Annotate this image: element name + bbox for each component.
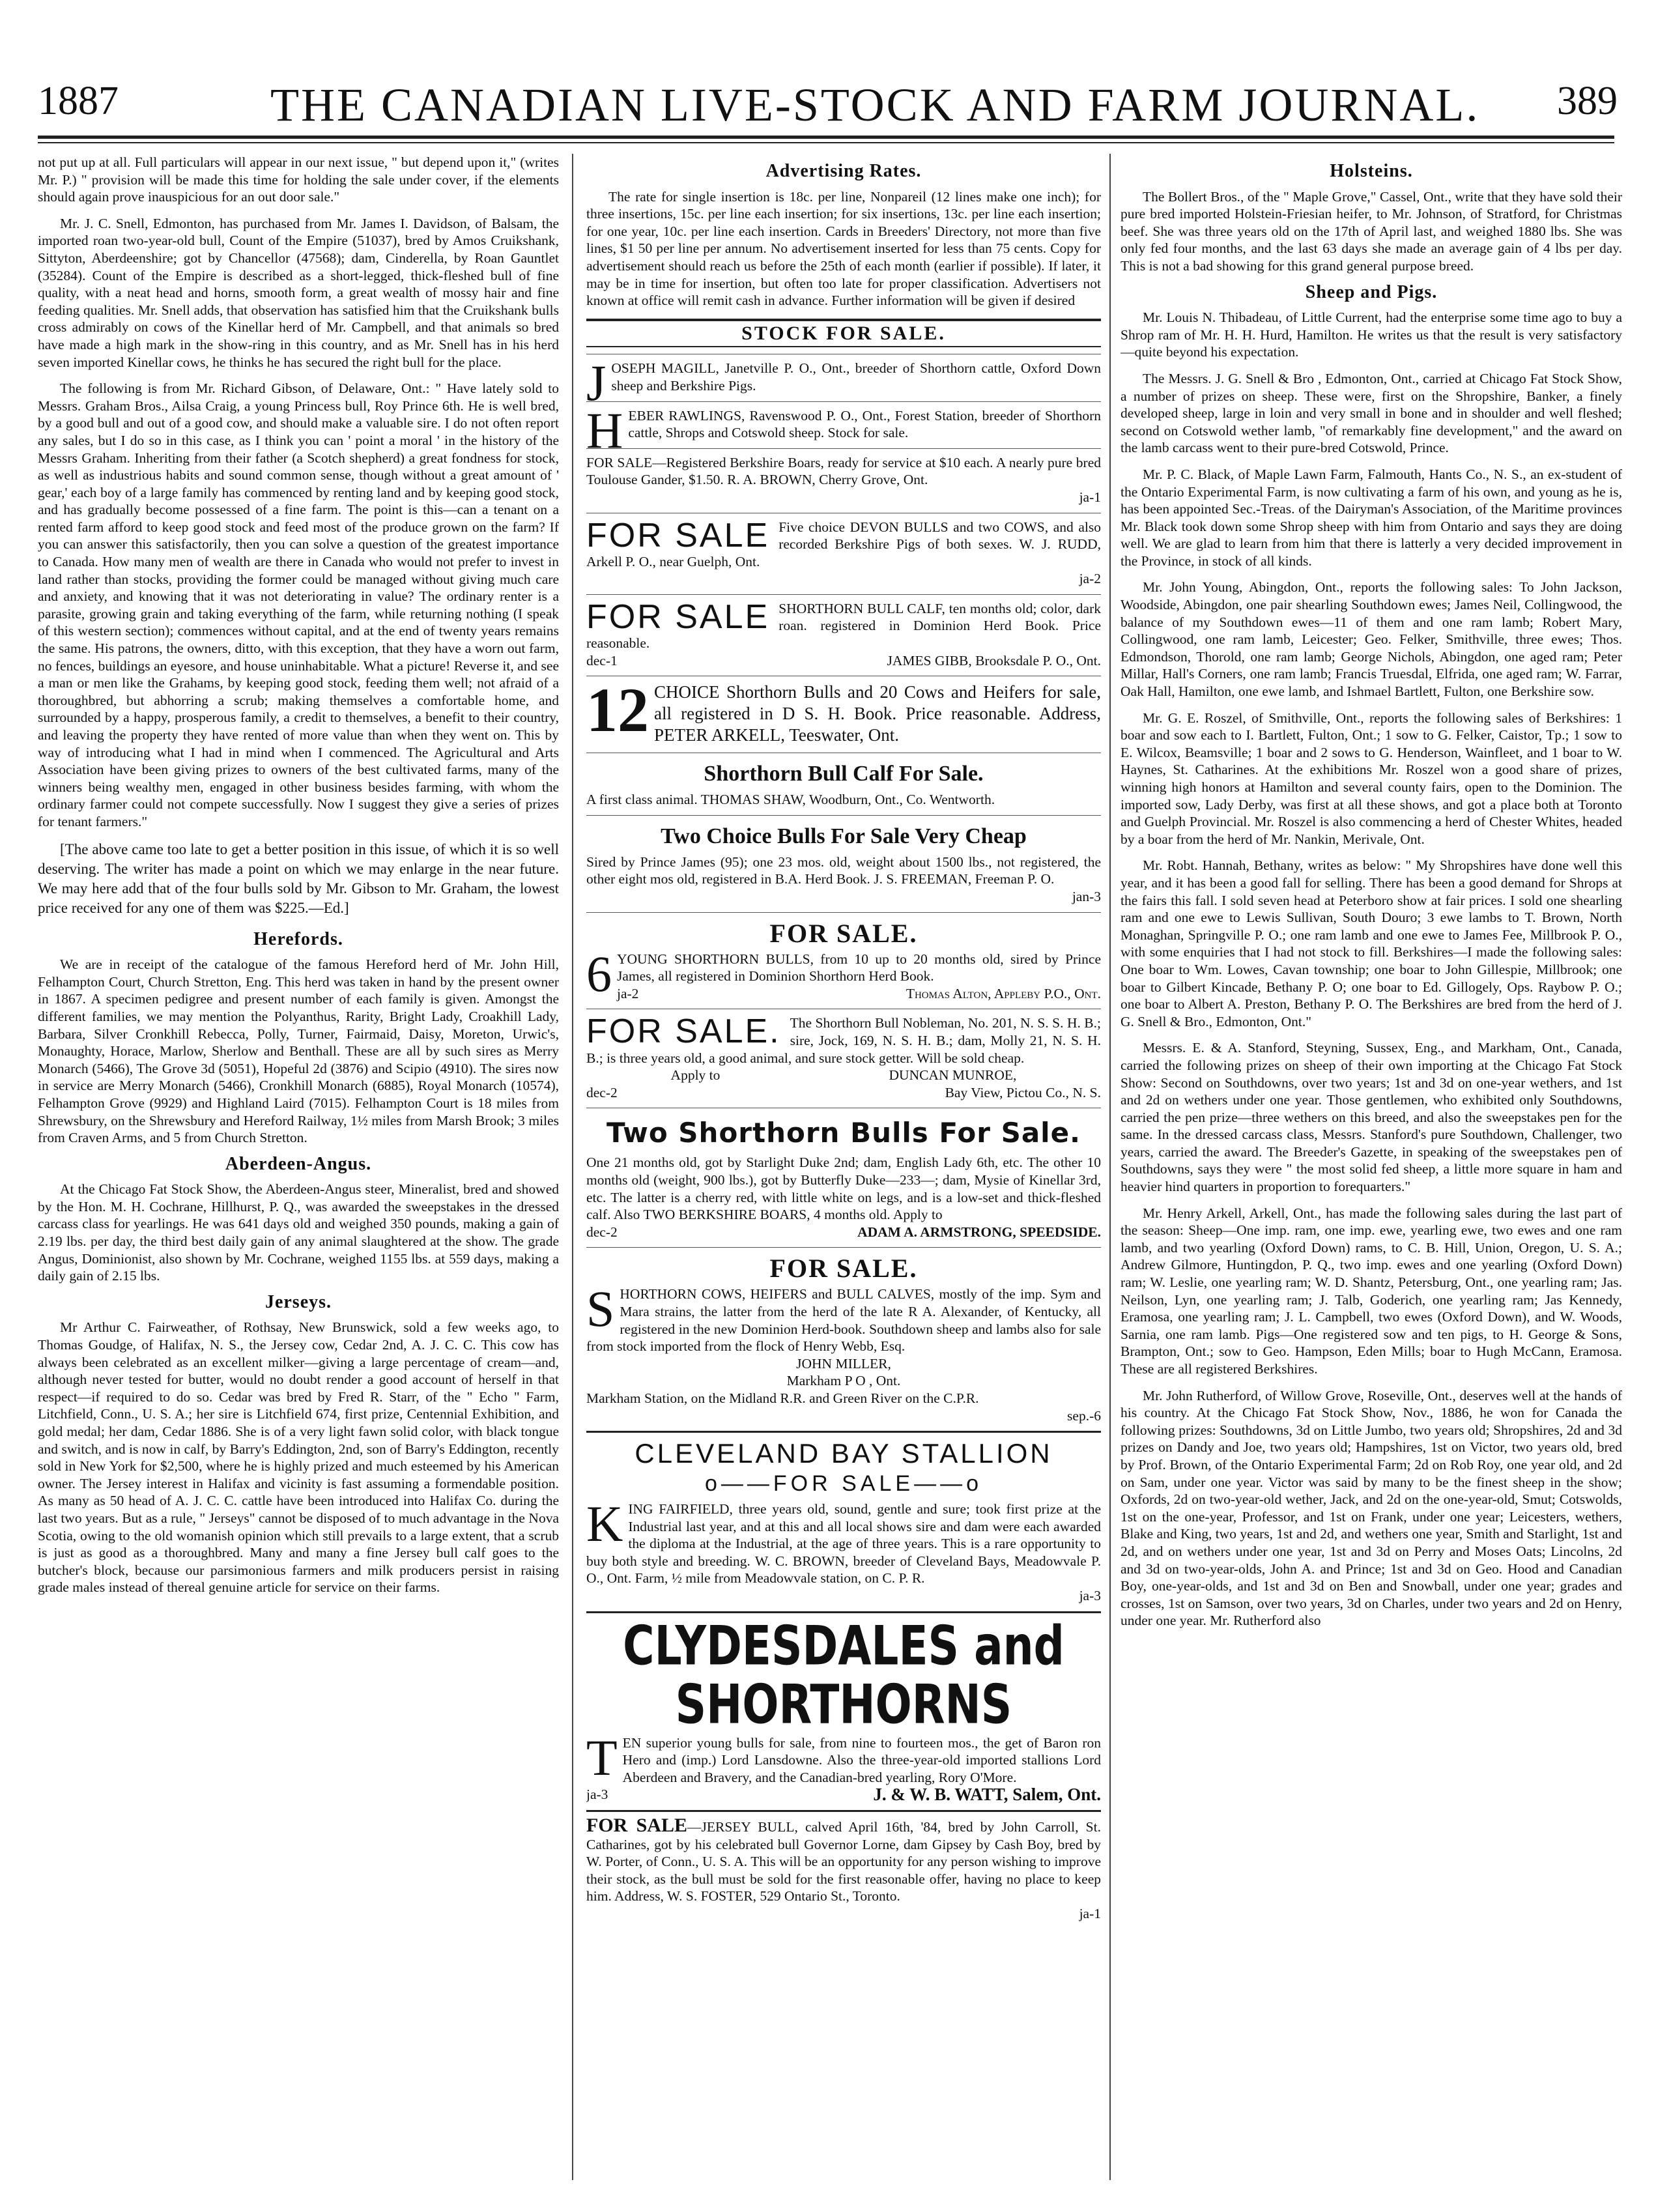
- ad-armstrong-text: One 21 months old, got by Starlight Duke 2nd; dam, English Lady 6th, etc. The other 10 months old (weight, 900 lbs.), got by Butterfly Duke—233—; dam, Mysie of Kinellar 3rd, etc. The latter is a cherry red, with little white on legs, and is a low-set and thick-fleshed calf. Also TWO BERKSHIRE BOARS, 4 months old. Apply to: [586, 1155, 1101, 1223]
- editor-note: [The above came too late to get a better position in this issue, of which it is so well deserving. The writer has made a point on which we may enlarge in the near future. We may here add that of the four bulls sold by Mr. Gibson to Mr. Graham, the lowest price received for any one of them was $225.—Ed.]: [38, 840, 559, 916]
- ad-number: 6: [586, 945, 612, 1002]
- ad-miller-po: Markham P O , Ont.: [786, 1373, 901, 1389]
- ad-cleveland-code: ja-3: [1079, 1588, 1101, 1604]
- page-number: 389: [1557, 79, 1618, 123]
- ad-munroe-name: DUNCAN MUNROE,: [889, 1067, 1017, 1084]
- ad-brown-code: ja-1: [1079, 489, 1101, 505]
- ad-dropcap: J: [586, 354, 607, 412]
- ad-rudd-text: Five choice DEVON BULLS and two COWS, and also recorded Berkshire Pigs of both sexes. W. J. RUDD, Arkell P. O., near Guelph, Ont.: [586, 519, 1101, 569]
- section-heading-jerseys: Jerseys.: [264, 1291, 332, 1312]
- masthead-rule-thick: [38, 136, 1614, 139]
- section-heading-angus: Aberdeen-Angus.: [225, 1153, 372, 1174]
- ad-cleveland-subheading: o——FOR SALE——o: [705, 1471, 982, 1497]
- ad-watt: [586, 1611, 1101, 1810]
- ad-armstrong: [586, 1108, 1101, 1247]
- ad-brown-text: FOR SALE—Registered Berkshire Boars, ready for service at $10 each. A nearly pure bred Toulouse Gander, $1.50. R. A. BROWN, Cherry Grove, Ont.: [586, 454, 1101, 488]
- column-right: [1121, 154, 1622, 2187]
- article-young: Mr. John Young, Abingdon, Ont., reports the following sales: To John Jackson, Woodside, Abingdon, one pair shearling Southdown ewes; James Neil, Collingwood, the balance of my Southdown ewes—11 of them and one ram lamb; Robert Mary, Collingwood, one ram lamb, Leicester; Geo. Felker, Smithville, three ewes; Thos. Edmondson, Thorold, one ram lamb; George Nichols, Abingdon, one aged ram; Peter Millar, Hall's Corners, one ram lamb; Francis Truesdal, Elfrida, one aged ram; W. Farrar, Oak Hall, Hamilton, one ewe lamb, and Ishmael Bartlett, Fulton, one Berkshire sow.: [1121, 579, 1622, 700]
- ad-rawlings-text: EBER RAWLINGS, Ravenswood P. O., Ont., Forest Station, breeder of Shorthorn cattle, Shrops and Cotswold sheep. Stock for sale.: [628, 407, 1101, 441]
- article-hannah: Mr. Robt. Hannah, Bethany, writes as below: " My Shropshires have done well this year, and it has been a good fall for selling. There has been a good demand for Shrops at the fairs this fall. I sold seven head at Peterboro show at fair prices. I sold one shearling ram and one ewe to Lewis Sullivan, South Douro; 3 ewe lambs to T. Brown, North Monaghan, Springville P. O.; one ram lamb and one ewe to James Fee, Millbrook P. O., with some enquiries that I had not stock to fill. Berkshires—I made the following sales: One boar to Wm. Lowes, Cavan township; one boar to John Gillespie, Millbrook; one boar to Gilbert Kincade, Bethany P. O; one boar to Ed. Gillogely, Ops. Raybow P. O.; one boar to Albert A. Preston, Bethany P. O. The Berkshires are bred from the herd of J. G. Snell & Bro., Edmonton, Ont.": [1121, 857, 1622, 1029]
- ad-alton-text: YOUNG SHORTHORN BULLS, from 10 up to 20 months old, sired by Prince James, all registered in Dominion Shorthorn Herd Book.: [617, 951, 1101, 984]
- article-gibson: The following is from Mr. Richard Gibson, of Delaware, Ont.: " Have lately sold to Messrs. Graham Bros., Ailsa Craig, a young Princess bull, Roy Prince 6th. He is well bred, by a good bull and out of a good cow, and should make a valuable sire. I do not often report any sales, but I do so in this case, as I think you can ' point a moral ' in the history of the Messrs Graham. Inheriting from their father (a Scotch shepherd) a great fondness for stock, as well as industrious habits and sound common sense, though without a great amount of ' gear,' each boy of a large family has commenced by renting land and by keeping good stock, and has gradually become possessed of a fine farm. The point is this—can a tenant on a rented farm afford to keep good stock and feed most of the produce grown on the farm? If you can answer this satisfactorily, then you can solve a question of the greatest importance to Canada. How many men of wealth are there in Canada who would not prefer to invest in land rather than stocks, providing the former could be managed without giving much care and anxiety, and knowing that it was not deteriorating in value? The ordinary renter is a parasite, growing grain and taking everything of the farm, while returning nothing (I speak of this western section); commences without capital, and at the end of twenty years remains the same. His patrons, the owners, ditto, with this exception, that they have a worn out farm, no fences, buildings an eyesore, and house uninhabitable. What a picture! Reverse it, and see a man or men like the Grahams, by keeping good stock, feeding them well; not afraid of a thoroughbred, but abhorring a scrub; making themselves a comfortable home, and surrounded by a happy, prosperous family, a credit to themselves, a benefit to their country, and leaving the property they have rented of more value than when they went on. This by way of introducing what I had in mind when I commenced. The Agricultural and Arts Association have been giving prizes to owners of the best cultivated farms, many of the winners being wealthy men, engaged in other business besides farming, with whom the ordinary farmer could not compete successfully. Now I suggest they give a series of prizes for tenant farmers.": [38, 381, 559, 829]
- ad-magill: [586, 354, 1101, 412]
- column-middle: [586, 154, 1101, 2187]
- article-snell: Mr. J. C. Snell, Edmonton, has purchased from Mr. James I. Davidson, of Balsam, the imported roan two-year-old bull, Count of the Empire (51037), bred by Amos Cruikshank, Sittyton, Aberdeenshire; got by Chancellor (47568); dam, Cinderella, by Roan Gauntlet (35284). Count of the Empire is described as a short-legged, thick-fleshed bull of fine quality, with a neat head and horns, smooth form, a great wealth of mossy hair and fine feeding qualities. Mr. Snell adds, that observation has satisfied him that the Cruikshank bulls cross admirably on cows of the Kinellar herd of Mr. Campbell, and that animals so bred have made a high mark in the show-ring in this country, and as Mr. Snell has in his herd seven imported Kinellar cows, he thinks he has secured the right bull for the place.: [38, 215, 559, 370]
- column-left: [38, 154, 559, 2187]
- ad-cleveland-heading: CLEVELAND BAY STALLION: [635, 1438, 1053, 1469]
- ad-miller-heading: FOR SALE.: [769, 1254, 918, 1284]
- ad-munroe-address: Bay View, Pictou Co., N. S.: [945, 1084, 1101, 1100]
- ad-gibb: [586, 594, 1101, 676]
- section-heading-herefords: Herefords.: [253, 928, 343, 949]
- ad-watt-code: ja-3: [586, 1787, 608, 1803]
- article-holsteins: The Bollert Bros., of the " Maple Grove," Cassel, Ont., write that they have sold their pure bred imported Holstein-Friesian heifer, to Mr. Johnson, of Stratford, for Christmas beef. She was three years old on the 17th of April last, and weighed 1880 lbs. She was only fed four months, and the last 63 days she made an average gain of 4 lbs per day. This is not a bad showing for this grand general purpose breed.: [1121, 188, 1622, 274]
- ad-forsale-word: FOR SALE: [586, 597, 770, 636]
- ad-alton-signature: Thomas Alton, Appleby P.O., Ont.: [906, 985, 1101, 1001]
- section-heading-holsteins: Holsteins.: [1330, 161, 1413, 181]
- ad-miller-code: sep.-6: [1067, 1407, 1101, 1424]
- column-divider: [1109, 154, 1111, 2180]
- ad-freeman-text: Sired by Prince James (95); one 23 mos. old, weight about 1500 lbs., not registered, the other eight mos old, registered in B.A. Herd Book. J. S. FREEMAN, Freeman P. O.: [586, 854, 1101, 887]
- column-divider: [572, 154, 573, 2180]
- ad-arkell: [586, 676, 1101, 753]
- ad-munroe-big-heading: FOR SALE.: [586, 1013, 781, 1051]
- ad-shaw-text: A first class animal. THOMAS SHAW, Woodburn, Ont., Co. Wentworth.: [586, 792, 995, 808]
- article-stanford: Messrs. E. & A. Stanford, Steyning, Sussex, Eng., and Markham, Ont., Canada, carried the following prizes on sheep of their own importing at the Chicago Fat Stock Show: Second on Southdowns, over two years; 1st and 3d on one-year wethers, and 1st and 2d on wethers under one year. Those gentlemen, who exhibited only Southdowns, carried the pen prize—three wethers on this breed, and also the sweepstakes pen for the same. In the dressed carcass class, Messrs. Stanford's pure Southdown, Challenger, two years, carried the award. The Breeder's Gazette, in speaking of the sweepstakes pen of Southdowns, says they were " the most solid fed sheep, a little more square in ham and heavier hind quarters in proportion to forequarters.": [1121, 1040, 1622, 1195]
- ad-foster-heading: FOR SALE: [586, 1815, 687, 1837]
- article-jerseys: Mr Arthur C. Fairweather, of Rothsay, New Brunswick, sold a few weeks ago, to Thomas Goudge, of Halifax, N. S., the Jersey cow, Cedar 2nd, A. J. C. C. This cow has always been celebrated as an excellent milker—giving a large percentage of cream—and, although never tested for butter, would no doubt render a good account of herself in that respect—if required to do so. Cedar was bred by Fred R. Starr, of the " Echo " Farm, Litchfield, Conn., U. S. A.; her sire is Litchfield 674, first prize, Centennial Exhibition, and gold medal; her dam, Cedar 1886. She is of a very light fawn solid color, with black tongue and switch, and is now in calf, by Barry's Eddington, 2nd, son of Barry's Eddington, recently sold in New York for $2,500, where he is highly prized and much esteemed by his American owner. The Jersey interest in Halifax and vicinity is fast assuming a formendable position. As many as 50 head of A. J. C. C. cattle have been introduced into Halifax Co. during the last two years. But as a rule, " Jerseys" cannot be disposed of to much advantage in the Nova Scotia, owing to the old womanish opinion which still prevails to a large extent, that a scrub is just as good as a thoroughbred. Many and many a fine Jersey bull calf goes to the butcher's block, because our parsimonious farmers and milk producers persist in raising grade males instead of thereal genuine article for service on their farms.: [38, 1319, 559, 1596]
- masthead-rule-thin: [38, 142, 1614, 143]
- ad-dropcap: H: [586, 401, 623, 459]
- article-herefords: We are in receipt of the catalogue of the famous Hereford herd of Mr. John Hill, Felhampton Court, Church Stretton, Eng. This herd was taken in hand by the present owner in 1867. A specimen pedigree and present number of each family is given. Amongst the different families, we may mention the Polyanthus, Rarity, Bright Lady, Croakhill Lady, Barbara, Silver Cronkhill Rebecca, Polly, Turner, Fairmaid, Daisy, Moreton, Urwic's, Monaughty, Horace, Marlow, Sherlow and Benthall. These are all by such sires as Merry Monarch (5466), The Grove 3d (5051), Hopeful 2d (3876) and Scipio (4910). The sires now in service are Merry Monarch (5466), Cronkhill Monarch (6885), Royal Monarch (10574), Felhampton Grove (9929) and Highland Laird (7015). Felhampton Court is 18 miles from Shrewsbury, on the Shrewsbury and Hereford Railway, 1½ miles from Marsh Brook; 3 miles from Craven Arms, and 5 from Church Stretton.: [38, 956, 559, 1146]
- ad-foster: [586, 1810, 1101, 1929]
- article-continuation: not put up at all. Full particulars will appear in our next issue, " but depend upon it," (writes Mr. P.) " provision will be made this time for holding the sale under cover, if the elements should again prove inauspicious for an out door sale.": [38, 154, 559, 205]
- ad-number: 12: [586, 675, 649, 745]
- article-angus: At the Chicago Fat Stock Show, the Aberdeen-Angus steer, Mineralist, bred and showed by the Hon. M. H. Cochrane, Hillhurst, P. Q., was awarded the sweepstakes in the dressed carcass class for yearlings. He was 641 days old and weighed 350 pounds, making a gain of 2.19 lbs. per day, the third best daily gain of any animal slaughtered at the show. The grade Angus, Dominionist, also shown by Mr. Cochrane, weighed 1155 lbs. at 559 days, making a daily gain of 2.15 lbs.: [38, 1181, 559, 1284]
- article-rutherford: Mr. John Rutherford, of Willow Grove, Roseville, Ont., deserves well at the hands of his country. At the Chicago Fat Stock Show, Nov., 1886, he won for Canada the following prizes: Southdowns, 3d on Little Jumbo, two years old; Shropshires, 2d and 3d prizes on Dandy and Joe, two years old; Hampshires, 1st on Victor, two years old, bred by Prof. Brown, of the Ontario Experimental Farm; 2d on Rob Roy, one year old, and 2d on Sam, under one year. Victor was said by many to be the finest sheep in the show; Oxfords, 2d on two-year-old wether, Jack, and 2d on the one-year-old, Smut; Cotswolds, 1st on the one-year, Professor, and 1st on Frank, under one year; Leicesters, wethers, Blake and King, two years, 1st and 2d, and wethers one year, Smith and Starlight, 1st and 2d, and on wethers under one year, 1st and 3d on Perry and Moses Oats; Lincolns, 2d and 3d on two-year-olds, John A. and Prince; 1st and 3d on Geo. Hood and Canadian Boy, one-year-olds, and 1st and 3d on Ben and Snowball, under one year; grades and crosses, 1st on Samson, over two years, 3d on Charles, under two years and 2d on Henry, under one year. Mr. Rutherford also: [1121, 1387, 1622, 1629]
- ad-watt-signature: J. & W. B. WATT, Salem, Ont.: [873, 1785, 1101, 1805]
- ad-shaw-heading: Shorthorn Bull Calf For Sale.: [704, 762, 984, 786]
- masthead-year: 1887: [38, 79, 119, 123]
- section-heading-advertising-rates: Advertising Rates.: [765, 161, 922, 181]
- ad-freeman: [586, 815, 1101, 912]
- ad-rudd: [586, 513, 1101, 594]
- ad-cleveland: [586, 1431, 1101, 1611]
- ad-armstrong-heading: Two Shorthorn Bulls For Sale.: [606, 1117, 1081, 1149]
- advertising-rates-text: The rate for single insertion is 18c. per line, Nonpareil (12 lines make one inch); for three insertions, 15c. per line each insertion; for six insertions, 13c. per line each insertion; for one year, 10c. per line each insertion. Cards in Breeders' Directory, not more than five lines, $1 50 per line per annum. No advertisement inserted for less than 75 cents. Copy for advertisement should reach us before the 25th of each month (earlier if possible). If later, it may be in time for insertion, but often too late for proper classification. Advertisers not known at office will remit cash in advance. Further information will be given if desired: [586, 188, 1101, 309]
- ad-munroe-text: The Shorthorn Bull Nobleman, No. 201, N. S. S. H. B.; sire, Jock, 169, N. S. H. B.; dam, Molly 21, N. S. H. B.; is three years old, a good animal, and sure stock getter. Will be sold cheap.: [586, 1015, 1101, 1066]
- article-black: Mr. P. C. Black, of Maple Lawn Farm, Falmouth, Hants Co., N. S., an ex-student of the Ontario Experimental Farm, is now cultivating a farm of his own, and young as he is, has been appointed Sec.-Treas. of the Dairyman's Association, of the Maritime provinces Mr. Black took down some Shrop sheep with him from Ontario and says they are doing well. We are glad to learn from him that there is latterly a very decided improvement in the Province, in stock of all kinds.: [1121, 466, 1622, 569]
- ad-foster-code: ja-1: [1079, 1906, 1101, 1921]
- stock-for-sale-banner: STOCK FOR SALE.: [586, 319, 1101, 348]
- ad-watt-text: EN superior young bulls for sale, from nine to fourteen mos., the get of Baron ron Hero and (imp.) Lord Lansdowne. Also the three-year-old imported stallions Lord Aberdeen and Bravery, and the Canadian-bred yearling, Rory O'More.: [622, 1734, 1101, 1785]
- ad-dropcap: K: [586, 1495, 623, 1553]
- ad-rudd-code: ja-2: [1079, 571, 1101, 587]
- ad-alton-code: ja-2: [617, 985, 639, 1001]
- ad-armstrong-code: dec-2: [586, 1224, 618, 1240]
- ad-arkell-text: CHOICE Shorthorn Bulls and 20 Cows and Heifers for sale, all registered in D S. H. Book. Price reasonable. Address, PETER ARKELL, Teeswater, Ont.: [654, 682, 1101, 745]
- masthead-title: THE CANADIAN LIVE-STOCK AND FARM JOURNAL.: [270, 79, 1480, 131]
- ad-munroe-code: dec-2: [586, 1084, 618, 1100]
- ad-magill-text: OSEPH MAGILL, Janetville P. O., Ont., breeder of Shorthorn cattle, Oxford Down sheep and Berkshire Pigs.: [611, 360, 1101, 394]
- section-heading-sheep-and-pigs: Sheep and Pigs.: [1305, 281, 1438, 302]
- ad-cleveland-text: ING FAIRFIELD, three years old, sound, gentle and sure; took first prize at the Industrial last year, and at this and all local shows sire and dam were each awarded the diploma at the Industrial, at the age of three years. This is a rare opportunity to buy both style and breeding. W. C. BROWN, breeder of Cleveland Bays, Meadowvale P. O., Ont. Farm, ½ mile from Meadowvale station, on C. P. R.: [586, 1501, 1101, 1587]
- ad-brown: [586, 448, 1101, 513]
- ad-foster-text: —JERSEY BULL, calved April 16th, '84, bred by John Carroll, St. Catharines, got by his celebrated bull Governor Lorne, dam Gipsey by Cash Boy, bred by W. Porter, of Conn., U. S. A. This will be an opportunity for any person wishing to improve their stock, as the bull must be sold for the first reasonable offer, having no place to keep him. Address, W. S. FOSTER, 529 Ontario St., Toronto.: [586, 1819, 1101, 1904]
- ad-alton: [586, 912, 1101, 1009]
- ad-freeman-heading: Two Choice Bulls For Sale Very Cheap: [661, 824, 1027, 848]
- ad-gibb-text: SHORTHORN BULL CALF, ten months old; color, dark roan. registered in Dominion Herd Book. Price reasonable.: [586, 600, 1101, 652]
- ad-rawlings: [586, 401, 1101, 459]
- ad-dropcap: S: [586, 1280, 615, 1338]
- ad-miller: [586, 1247, 1101, 1431]
- ad-miller-name: JOHN MILLER,: [796, 1355, 891, 1372]
- ad-armstrong-signature: ADAM A. ARMSTRONG, SPEEDSIDE.: [857, 1224, 1101, 1240]
- ad-miller-text: HORTHORN COWS, HEIFERS and BULL CALVES, mostly of the imp. Sym and Mara strains, the latter from the herd of the late R A. Alexander, of Kentucky, all registered in the new Dominion Herd-book. Southdown sheep and lambs also for sale from stock imported from the flock of Henry Webb, Esq.: [586, 1286, 1101, 1355]
- ad-gibb-code: dec-1: [586, 652, 618, 668]
- ad-dropcap: T: [586, 1729, 618, 1786]
- masthead: [0, 0, 1656, 147]
- ad-freeman-code: jan-3: [1072, 889, 1101, 905]
- article-snell-bro: The Messrs. J. G. Snell & Bro , Edmonton, Ont., carried at Chicago Fat Stock Show, a number of prizes on sheep. These were, first on the Shropshire, Banker, a finely developed sheep, large in loin and very small in bone and in shoulder and well fleshed; second on Cotswold wether lamb, "of remarkably fine development," and the award on the lamb carcass went to their pure-bred Cotswold, Prince.: [1121, 370, 1622, 456]
- article-thibadeau: Mr. Louis N. Thibadeau, of Little Current, had the enterprise some time ago to buy a Shrop ram of Mr. H. H. Hurd, Hamilton. He writes us that the result is very satisfactory —quite beyond his expectation.: [1121, 309, 1622, 360]
- ad-alton-heading: FOR SALE.: [769, 918, 918, 948]
- ad-watt-heading: CLYDESDALES and SHORTHORNS: [623, 1614, 1064, 1736]
- ad-miller-station: Markham Station, on the Midland R.R. and Green River on the C.P.R.: [586, 1390, 979, 1406]
- ad-forsale-word: FOR SALE: [586, 516, 770, 554]
- article-roszel: Mr. G. E. Roszel, of Smithville, Ont., reports the following sales of Berkshires: 1 boar and sow each to I. Bartlett, Fulton, Ont.; 1 sow to G. Felker, Caistor, Tp.; 1 sow to E. Wilcox, Beamsville; 1 boar and 2 sows to G. Henderson, Wainfleet, and 1 boar to W. Haynes, St. Catharines. At the exhibitions Mr. Roszel won a good share of prizes, winning high honors at Hamilton and several county fairs, open to the Dominion. The imported sow, Lady Derby, was first at all these shows, and got a place both at Toronto and Guelph Provincial. Mr. Roszel is also commencing a herd of Chester Whites, headed by a boar from the herd of Mr. Nankin, Merivale, Ont.: [1121, 710, 1622, 847]
- article-arkell: Mr. Henry Arkell, Arkell, Ont., has made the following sales during the last part of the season: Sheep—One imp. ram, one imp. ewe, yearling ewe, two ewes and one ram lamb, and two yearling (Oxford Down) rams, to C. B. Hill, Union, Oregon, U. S. A.; Andrew Gilmore, Huntingdon, P. Q., two imp. ewes and one yearling (Oxford Down) ram; W. Leslie, one yearling ram; W. D. Shantz, Petersburg, Ont., one yearling ram; Jas. Neilson, Lyn, one yearling ram; J. Talb, Goderich, one yearling ram; Jas Kennedy, Eramosa, one yearling ram; J. L. Campbell, two ewes (Oxford Down), and W. Woods, Sarnia, one ram lamb. Pigs—One registered sow and ten pigs, to H. George & Sons, Brampton, Ont.; sow to Geo. Hampson, Eden Mills; boar to Hugh McCann, Eramosa. These are all registered Berkshires.: [1121, 1205, 1622, 1377]
- ad-shaw: [586, 753, 1101, 815]
- ad-gibb-signature: JAMES GIBB, Brooksdale P. O., Ont.: [887, 652, 1101, 668]
- ad-munroe-apply: Apply to: [670, 1067, 721, 1084]
- ad-munroe: [586, 1009, 1101, 1108]
